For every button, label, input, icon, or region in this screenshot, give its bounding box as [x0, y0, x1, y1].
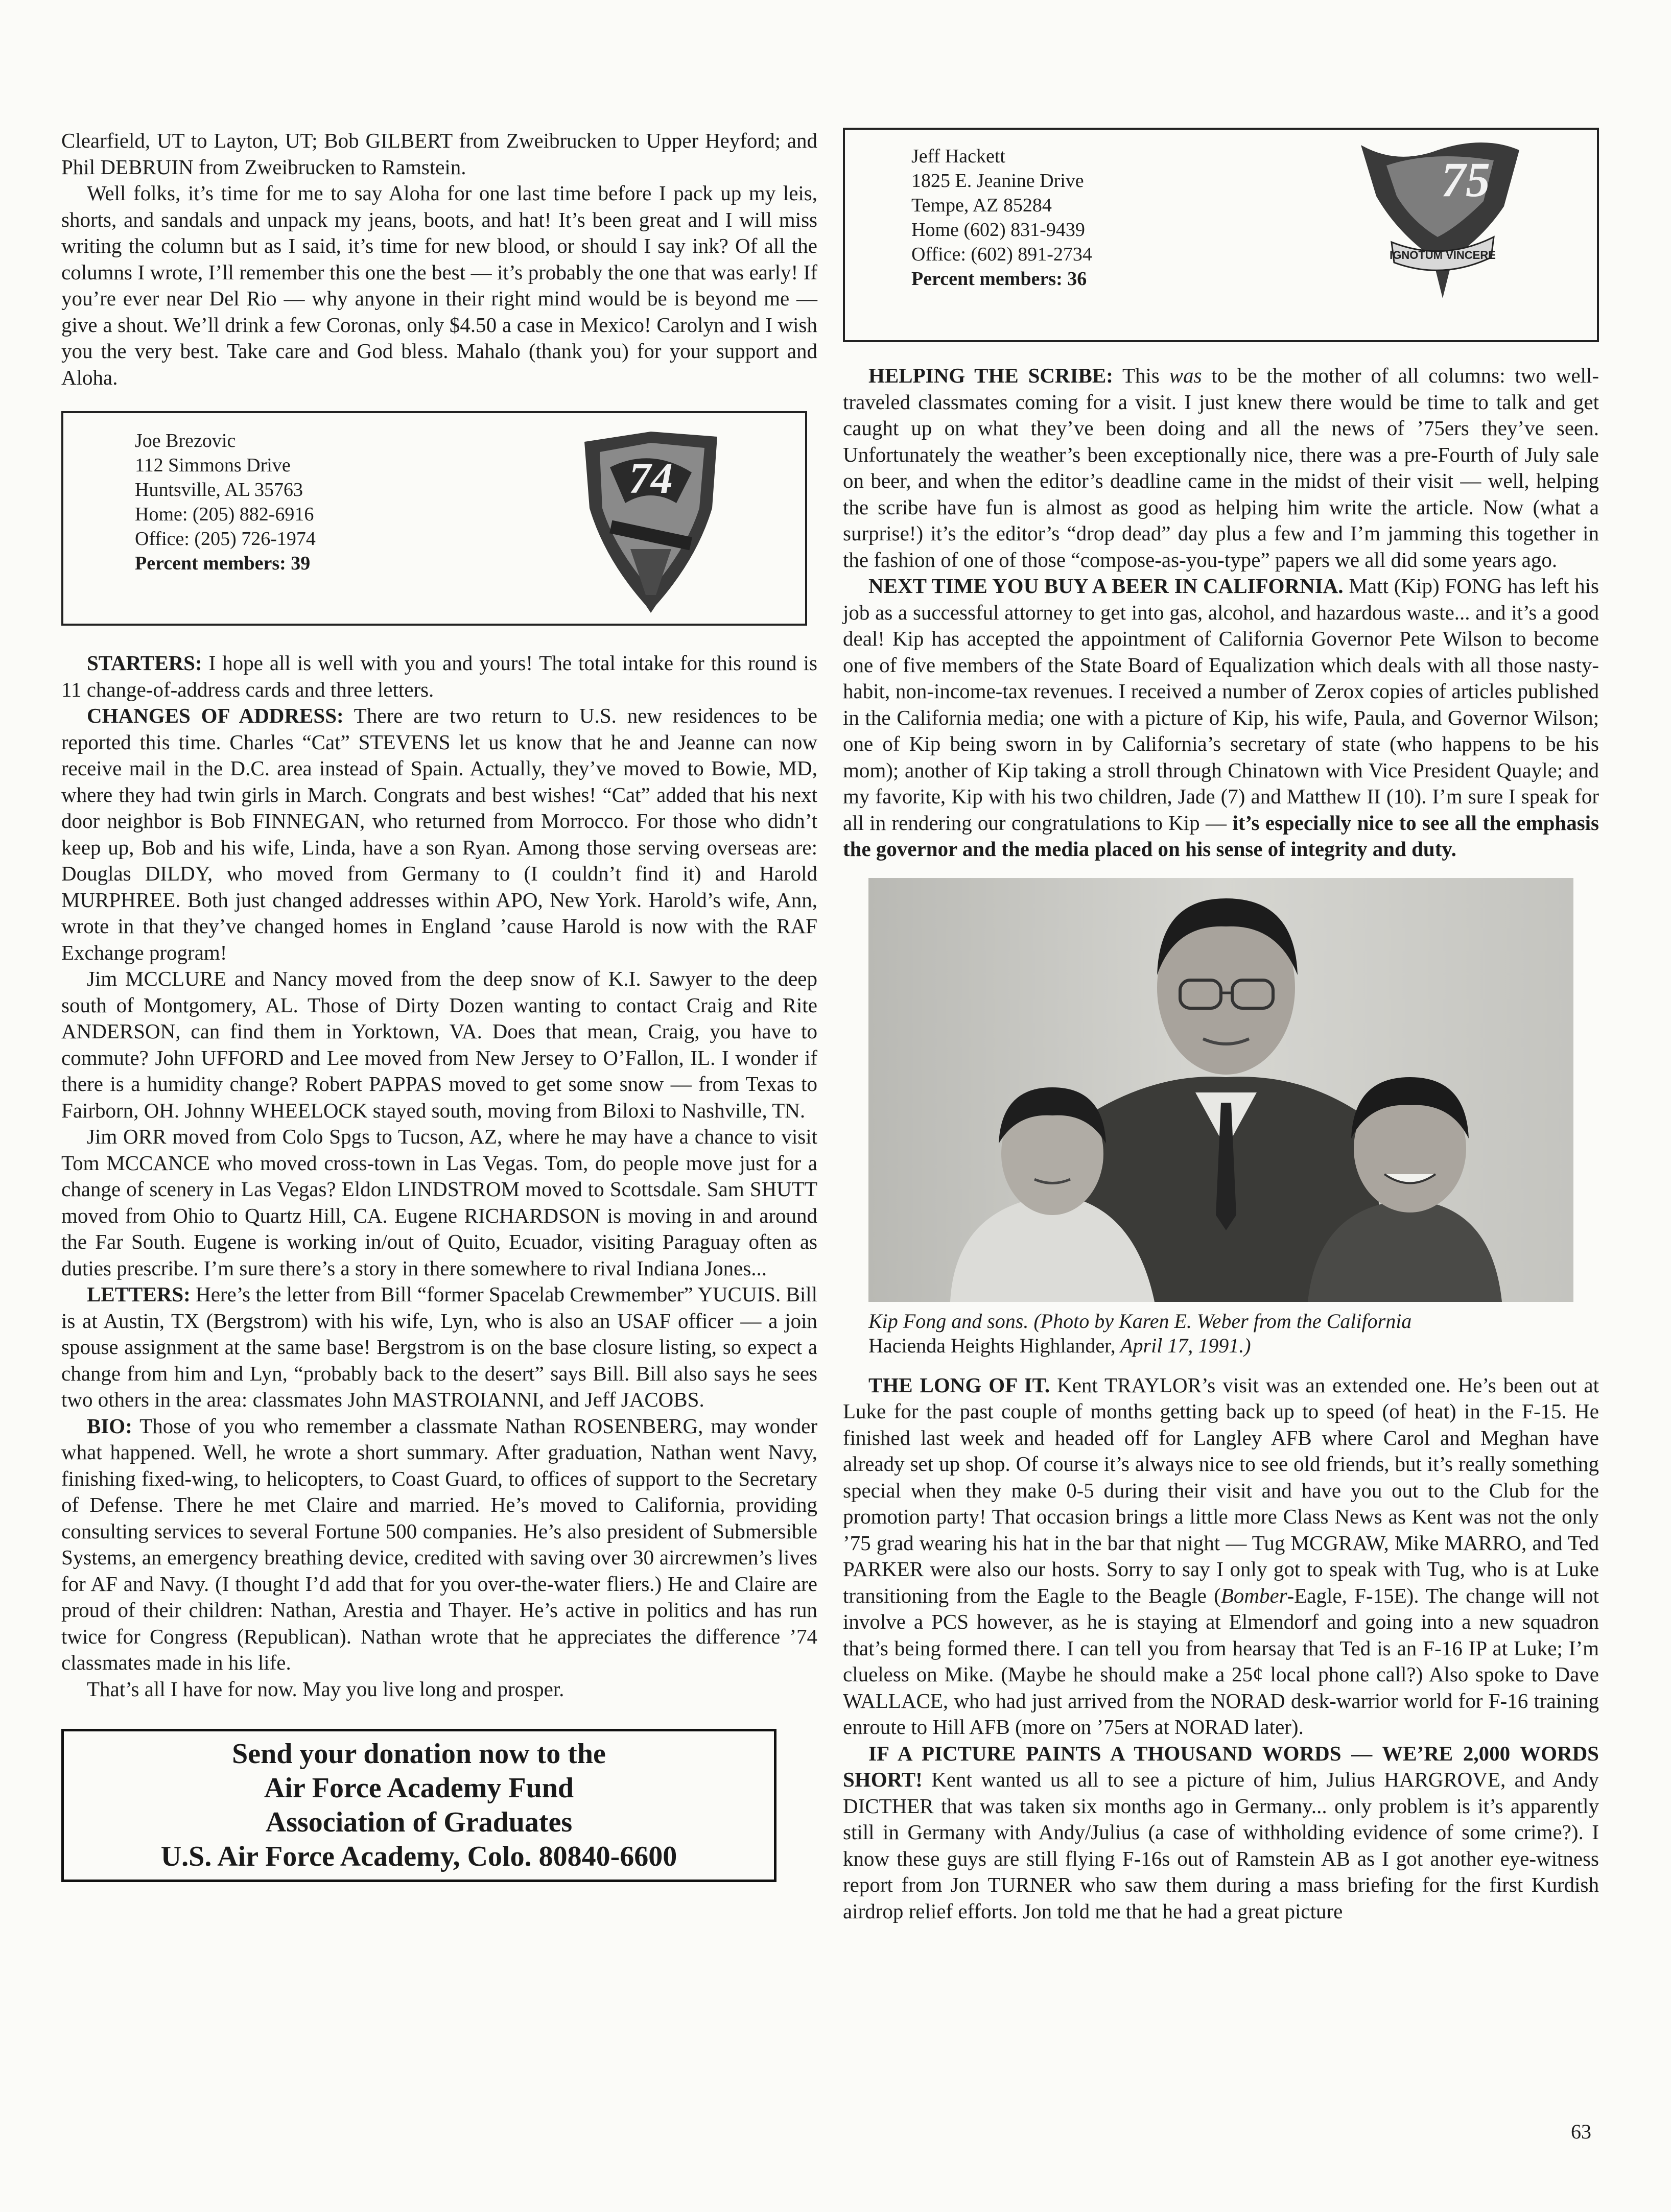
caption-italic: Kip Fong and sons. (Photo by Karen E. Weber from the California: [868, 1309, 1412, 1333]
section-lead-helping: HELPING THE SCRIBE:: [868, 364, 1113, 387]
donation-line-2: Air Force Academy Fund: [264, 1772, 574, 1804]
picture-text: Kent wanted us all to see a picture of him, Julius HARGROVE, and Andy DICTHER that was taken six months ago in Germany... only problem is it’s apparently still in Germany with Andy/Julius (a case of withholding evidence of some crime?). I know these guys are still flying F-16s out of Ramstein AB as I got another eye-witness report from Jon TURNER who saw them during a mass briefing for the first Kurdish airdrop relief efforts. Jon told me that he had a great picture: [843, 1768, 1599, 1923]
paragraph-bio: [61, 1413, 817, 1676]
svg-text:75: 75: [1441, 152, 1490, 207]
section-lead-changes: CHANGES OF ADDRESS:: [87, 704, 344, 727]
section-lead-letters: LETTERS:: [87, 1282, 191, 1306]
class-of-75-scribe-box: [843, 128, 1599, 342]
section-lead-picture: IF A PICTURE PAINTS A THOUSAND WORDS — WE’RE 2,000 WORDS SHORT!: [843, 1741, 1599, 1791]
paragraph-mcclure: Jim MCCLURE and Nancy moved from the deep snow of K.I. Sawyer to the deep south of Montgomery, AL. Those of Dirty Dozen wanting to contact Craig and Rite ANDERSON, can find them in Yorktown, VA. Does that mean, Craig, you have to commute? John UFFORD and Lee moved from New Jersey to O’Fallon, IL. I wonder if there is a humidity change? Robert PAPPAS moved to get some snow — from Texas to Fairborn, OH. Johnny WHEELOCK stayed south, moving from Biloxi to Nashville, TN.: [61, 967, 817, 1122]
long-text-em: Bomber: [1220, 1583, 1287, 1607]
percent-members: Percent members: 36: [911, 268, 1087, 290]
scribe-city: Tempe, AZ 85284: [911, 195, 1052, 216]
class-crest-75-icon: [1356, 135, 1524, 303]
class-of-74-scribe-box: [61, 411, 807, 626]
svg-text:74: 74: [629, 454, 673, 503]
paragraph-letters: [61, 1281, 817, 1413]
caption-publication: Hacienda Heights Highlander,: [868, 1334, 1116, 1357]
helping-em: was: [1169, 364, 1202, 387]
donation-notice-box: [61, 1729, 776, 1882]
scribe-street: 112 Simmons Drive: [135, 455, 291, 476]
paragraph-starters: [61, 650, 817, 703]
scribe-city: Huntsville, AL 35763: [135, 479, 303, 501]
scribe-office-phone: Office: (602) 891-2734: [911, 244, 1092, 265]
beer-bold-text: it’s especially nice to see all the emphasis the governor and the media placed on his sense of integrity and duty.: [843, 811, 1599, 861]
scribe-name: Joe Brezovic: [135, 430, 236, 451]
caption-date: April 17, 1991.): [1115, 1334, 1251, 1357]
paragraph-closing: That’s all I have for now. May you live long and prosper.: [87, 1677, 564, 1701]
right-column: [843, 128, 1599, 1924]
section-lead-bio: BIO:: [87, 1414, 132, 1438]
section-lead-beer: NEXT TIME YOU BUY A BEER IN CALIFORNIA.: [868, 574, 1344, 598]
paragraph-continued: Clearfield, UT to Layton, UT; Bob GILBERT from Zweibrucken to Upper Heyford; and Phil DEBRUIN from Zweibrucken to Ramstein.: [61, 129, 817, 179]
class-crest-74-icon: [574, 426, 727, 615]
left-column: [61, 128, 817, 1882]
donation-line-3: Association of Graduates: [265, 1806, 573, 1838]
page-number: 63: [1571, 2120, 1591, 2143]
paragraph-farewell: Well folks, it’s time for me to say Aloha for one last time before I pack up my leis, shorts, and sandals and unpack my jeans, boots, and hat! It’s been great and I will miss writing the column but as I said, it’s time for new blood, or should I say ink? Of all the columns I wrote, I’ll remember this one the best — it’s probably the one that was early! If you’re ever near Del Rio — why anyone in their right mind would be is beyond me — give a shout. We’ll drink a few Coronas, only $4.50 a case in Mexico! Carolyn and I wish you the very best. Take care and God bless. Mahalo (thank you) for your support and Aloha.: [61, 181, 817, 389]
paragraph-picture: [843, 1741, 1599, 1925]
scribe-name: Jeff Hackett: [911, 146, 1005, 167]
donation-line-4: U.S. Air Force Academy, Colo. 80840-6600: [160, 1841, 677, 1872]
photo-image: [868, 878, 1573, 1302]
scribe-address-75: [911, 144, 1092, 291]
scribe-office-phone: Office: (205) 726-1974: [135, 528, 316, 550]
percent-members: Percent members: 39: [135, 553, 311, 574]
photo-caption: [868, 1309, 1573, 1358]
scribe-home-phone: Home: (205) 882-6916: [135, 504, 314, 525]
scribe-address-74: [135, 429, 316, 576]
bio-text: Those of you who remember a classmate Nathan ROSENBERG, may wonder what happened. Well, he wrote a short summary. After graduation, Nathan went Navy, finishing fixed-wing, to helicopters, to Coast Guard, to offices of support to the Secretary of Defense. There he met Claire and married. He’s moved to California, providing consulting services to several Fortune 500 companies. He’s also president of Submersible Systems, an emergency breathing device, credited with saving over 30 aircrewmen’s lives for AF and Navy. (I thought I’d add that for you over-the-water fliers.) He and Claire are proud of their children: Nathan, Arestia and Thayer. He’s active in politics and has run twice for Congress (Republican). Nathan wrote that he appreciates the difference ’74 classmates made in his life.: [61, 1414, 817, 1674]
donation-line-1: Send your donation now to the: [232, 1738, 606, 1770]
letters-text: Here’s the letter from Bill “former Spacelab Crewmember” YUCUIS. Bill is at Austin, TX (Bergstrom) with his wife, Lyn, who is also an USAF officer — a join spouse assignment at the same base! Bergstrom is on the base closure listing, so expect a change from him and Lyn, “probably back to the desert” says Bill. Bill also says he sees two others in the area: classmates John MASTROIANNI, and Jeff JACOBS.: [61, 1282, 817, 1411]
beer-text: Matt (Kip) FONG has left his job as a successful attorney to get into gas, alcohol, and hazardous waste... and it’s a good deal! Kip has accepted the appointment of California Governor Pete Wilson to become one of five members of the State Board of Equalization which deals with all those nasty-habit, non-income-tax revenues. I received a number of Zerox copies of articles published in the California media; one with a picture of Kip, his wife, Paula, and Governor Wilson; one of Kip being sworn in by California’s secretary of state (who happens to be his mom); another of Kip taking a stroll through Chinatown with Vice President Quayle; and my favorite, Kip with his two children, Jade (7) and Matthew II (10). I’m sure I speak for all in rendering our congratulations to Kip —: [843, 574, 1599, 835]
paragraph-beer: [843, 573, 1599, 863]
paragraph-orr: Jim ORR moved from Colo Spgs to Tucson, AZ, where he may have a chance to visit Tom MCCANCE who moved cross-town in Las Vegas. Tom, do people move just for a change of scenery in Las Vegas? Eldon LINDSTROM moved to Scottsdale. Sam SHUTT moved from Ohio to Quartz Hill, CA. Eugene RICHARDSON is moving in and around the Far South. Eugene is working in/out of Quito, Ecuador, visiting Paraguay often as duties prescribe. I’m sure there’s a story in there somewhere to rival Indiana Jones...: [61, 1125, 817, 1280]
svg-text:IGNOTUM VINCERE: IGNOTUM VINCERE: [1390, 249, 1496, 261]
helping-pre: This: [1113, 364, 1169, 387]
scribe-street: 1825 E. Jeanine Drive: [911, 170, 1084, 192]
paragraph-changes: [61, 703, 817, 966]
photo-kip-fong-and-sons: [868, 878, 1573, 1302]
helping-text: to be the mother of all columns: two well-traveled classmates coming for a visit. I just knew there would be time to talk and get caught up on what they’ve been doing and all the news of ’75ers they’ve seen. Unfortunately the weather’s been exceptionally nice, there was a pre-Fourth of July sale on beer, and when the editor’s deadline came in the midst of their visit — well, helping the scribe have fun is almost as good as helping him write the article. Now (what a surprise!) it’s the editor’s “drop dead” day plus a few and I’m jamming this together in the fashion of one of those “compose-as-you-type” papers we all did some years ago.: [843, 364, 1599, 572]
starters-text: I hope all is well with you and yours! The total intake for this round is 11 change-of-address cards and three letters.: [61, 651, 817, 701]
long-text-post: -Eagle, F-15E). The change will not involve a PCS however, as he is staying at Elmendorf and going into a new squadron that’s being formed there. I can tell you from hearsay that Ted is an F-16 IP at Luke; I’m clueless on Mike. (Maybe he should make a 25¢ local phone call?) Also spoke to Dave WALLACE, who had just arrived from the NORAD desk-warrior world for F-16 training enroute to Hill AFB (more on ’75ers at NORAD later).: [843, 1583, 1599, 1739]
section-lead-starters: STARTERS:: [87, 651, 202, 675]
paragraph-long-of-it: [843, 1372, 1599, 1741]
changes-text: There are two return to U.S. new residences to be reported this time. Charles “Cat” STEVENS let us know that he and Jeanne can now receive mail in the D.C. area instead of Spain. Actually, they’ve moved to Bowie, MD, where they had twin girls in March. Congrats and best wishes! “Cat” added that his next door neighbor is Bob FINNEGAN, who returned from Morrocco. For those who didn’t keep up, Bob and his wife, Linda, have a son Ryan. Among those serving overseas are: Douglas DILDY, who moved from Germany to (I couldn’t find it) and Harold MURPHREE. Both just changed addresses within APO, New York. Harold’s wife, Ann, wrote in that they’ve changed homes in England ’cause Harold is now with the RAF Exchange program!: [61, 704, 817, 964]
scribe-home-phone: Home (602) 831-9439: [911, 219, 1085, 241]
long-text-pre: Kent TRAYLOR’s visit was an extended one. He’s been out at Luke for the past couple of months getting back up to speed (of heat) in the F-15. He finished last week and headed off for Langley AFB where Carol and Meghan have already set up shop. Of course it’s always nice to see old friends, but it’s really something special when they make 0-5 during their visit and have you out to the Club for the promotion party! That occasion brings a little more Class News as Kent was not the only ’75 grad wearing his hat in the bar that night — Tug MCGRAW, Mike MARRO, and Ted PARKER were also our hosts. Sorry to say I only got to speak with Tug, who is at Luke transitioning from the Eagle to the Beagle (: [843, 1373, 1599, 1607]
section-lead-long: THE LONG OF IT.: [868, 1373, 1050, 1397]
paragraph-helping-scribe: [843, 363, 1599, 573]
